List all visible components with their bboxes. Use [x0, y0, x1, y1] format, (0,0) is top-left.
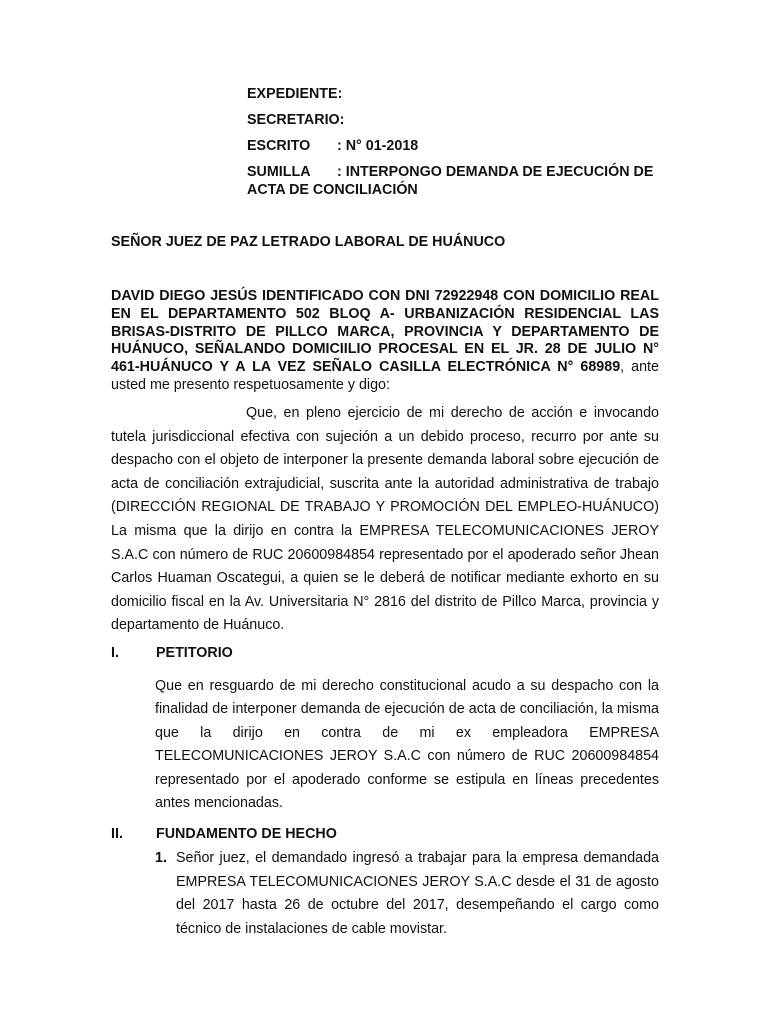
escrito-line — [247, 138, 418, 155]
section-number: II. — [111, 826, 123, 842]
sumilla-value: : INTERPONGO DEMANDA DE EJECUCIÓN DE ACTA DE CONCILIACIÓN — [247, 164, 654, 198]
escrito-value: : N° 01-2018 — [337, 138, 419, 154]
addressee: SEÑOR JUEZ DE PAZ LETRADO LABORAL DE HUÁNUCO — [111, 234, 506, 250]
expediente-colon: : — [337, 86, 343, 102]
petitorio-paragraph: Que en resguardo de mi derecho constitucional acudo a su despacho con la finalidad de interponer demanda de ejecución de acta de conciliación, la misma que la dirijo en contra de mi ex empleadora EMPRESA TELECOMUNICACIONES JEROY S.A.C con número de RUC 20600984854 representado por el apoderado conforme se estipula en líneas precedentes antes mencionadas. — [155, 678, 659, 812]
sumilla-label: SUMILLA — [247, 164, 311, 180]
section-title: PETITORIO — [156, 645, 233, 661]
section-heading-fundamento — [111, 826, 461, 844]
section-number: I. — [111, 645, 119, 661]
escrito-label: ESCRITO — [247, 138, 311, 154]
secretario-label: SECRETARIO: — [247, 112, 345, 128]
list-item-number: 1. — [155, 850, 167, 866]
section-heading-petitorio — [111, 645, 411, 663]
sumilla-line — [247, 164, 667, 199]
intro-paragraph — [111, 288, 659, 395]
body-paragraph-text: Que, en pleno ejercicio de mi derecho de acción e invocando tutela jurisdiccional efectiva con sujeción a un debido proceso, recurro por ante su despacho con el objeto de interponer la presente demanda laboral sobre ejecución de acta de conciliación extrajudicial, suscrita ante la autoridad administrativa de trabajo (DIRECCIÓN REGIONAL DE TRABAJO Y PROMOCIÓN DEL EMPLEO-HUÁNUCO) La misma que la dirijo en contra la EMPRESA TELECOMUNICACIONES JEROY S.A.C con número de RUC 20600984854 representado por el apoderado señor Jhean Carlos Huaman Oscategui, a quien se le deberá de notificar mediante exhorto en su domicilio fiscal en la Av. Universitaria N° 2816 del distrito de Pillco Marca, provincia y departamento de Huánuco. — [111, 405, 659, 634]
expediente-label: EXPEDIENTE — [247, 86, 338, 102]
secretario-line — [247, 112, 344, 129]
intro-normal-text: , ante usted me presento respetuosamente y digo: — [111, 359, 659, 393]
expediente-line — [247, 86, 342, 103]
body-paragraph — [111, 402, 659, 638]
list-item-text: Señor juez, el demandado ingresó a trabajar para la empresa demandada EMPRESA TELECOMUNICACIONES JEROY S.A.C desde el 31 de agosto del 2017 hasta 26 de octubre del 2017, desempeñando el cargo como técnico de instalaciones de cable movistar. — [176, 850, 659, 937]
section-title: FUNDAMENTO DE HECHO — [156, 826, 337, 842]
intro-bold-text: DAVID DIEGO JESÚS IDENTIFICADO CON DNI 72922948 CON DOMICILIO REAL EN EL DEPARTAMENTO 502 BLOQ A- URBANIZACIÓN RESIDENCIAL LAS BRISAS-DISTRITO DE PILLCO MARCA, PROVINCIA Y DEPARTAMENTO DE HUÁNUCO, SEÑALANDO DOMICIILIO PROCESAL EN EL JR. 28 DE JULIO N° 461-HUÁNUCO Y A LA VEZ SEÑALO CASILLA ELECTRÓNICA N° 68989 — [111, 288, 659, 376]
